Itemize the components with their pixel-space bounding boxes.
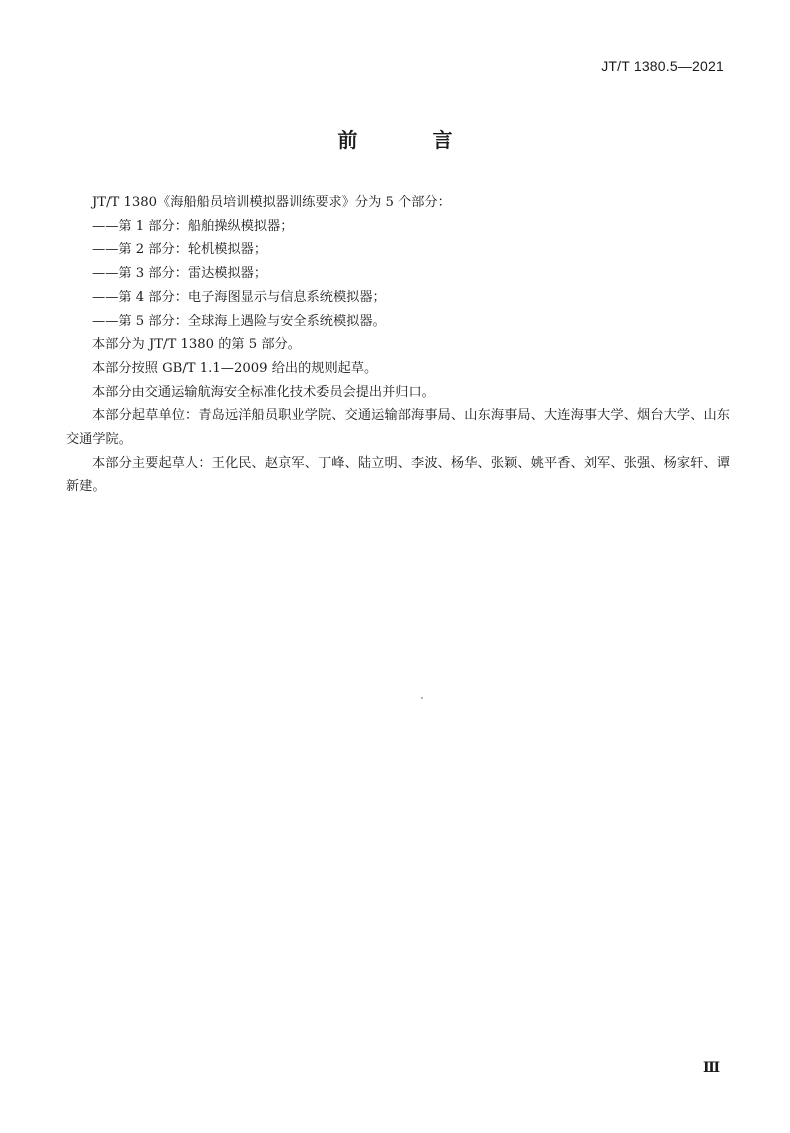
foreword-body <box>66 191 730 499</box>
drafting-units-statement: 本部分起草单位：青岛远洋船员职业学院、交通运输部海事局、山东海事局、大连海事大学、烟台大学、山东交通学院。 <box>66 408 730 448</box>
scan-speck <box>421 697 423 699</box>
drafters-statement: 本部分主要起草人：王化民、赵京军、丁峰、陆立明、李波、杨华、张颖、姚平香、刘军、张强、杨家轩、谭新建。 <box>66 455 730 495</box>
part-3-item: ——第 3 部分：雷达模拟器； <box>92 266 268 282</box>
proposer-statement: 本部分由交通运输航海安全标准化技术委员会提出并归口。 <box>92 384 435 400</box>
page-number: Ⅲ <box>702 1060 720 1076</box>
intro-paragraph: JT/T 1380《海船船员培训模拟器训练要求》分为 5 个部分： <box>92 195 451 210</box>
part-2-item: ——第 2 部分：轮机模拟器； <box>92 242 268 258</box>
part-statement: 本部分为 JT/T 1380 的第 5 部分。 <box>92 337 301 353</box>
part-4-item: ——第 4 部分：电子海图显示与信息系统模拟器； <box>92 289 386 305</box>
page-title: 前 言 <box>337 128 487 152</box>
part-5-item: ——第 5 部分：全球海上遇险与安全系统模拟器。 <box>92 313 386 329</box>
standard-number: JT/T 1380.5—2021 <box>601 58 724 74</box>
part-1-item: ——第 1 部分：船舶操纵模拟器； <box>92 218 294 234</box>
drafting-rules-statement: 本部分按照 GB/T 1.1—2009 给出的规则起草。 <box>92 360 378 376</box>
